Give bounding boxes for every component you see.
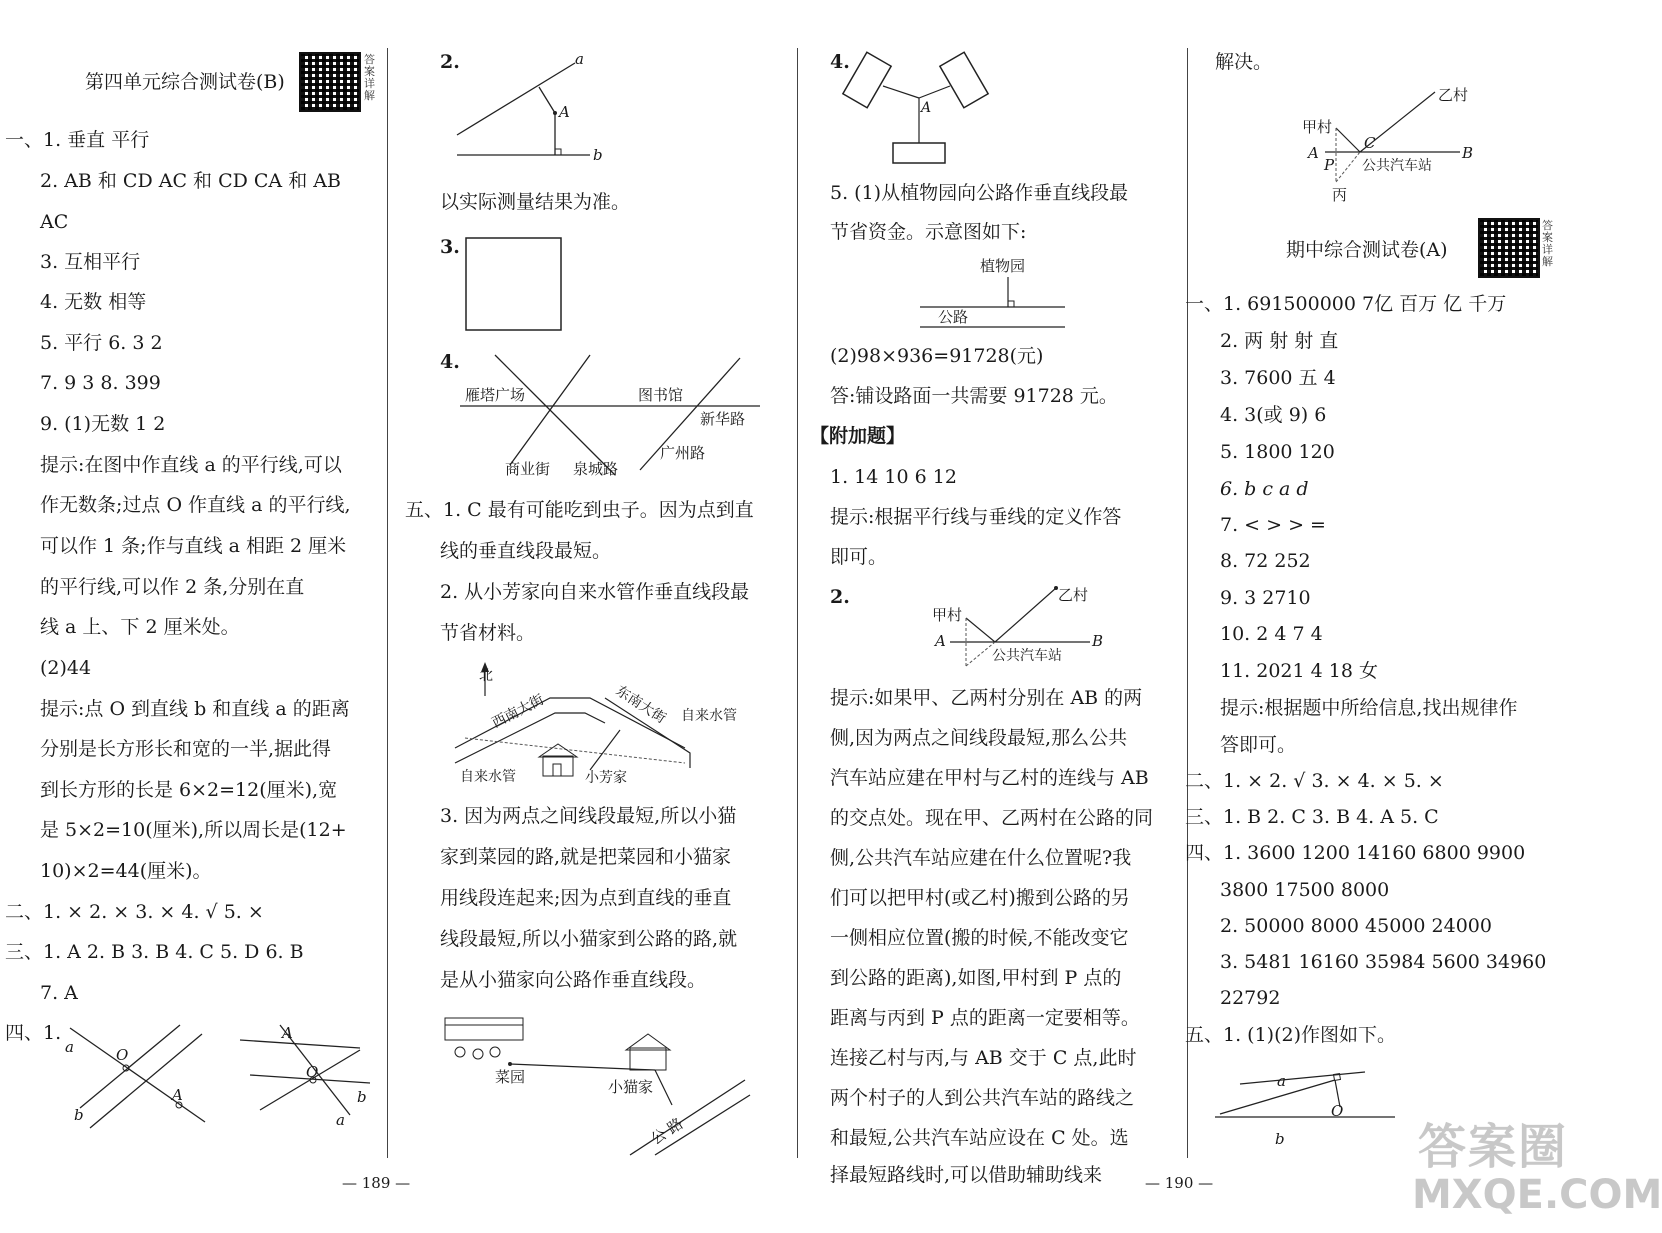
hint-line: 到长方形的长是 6×2=12(厘米),宽 (40, 779, 338, 801)
label-A: A (172, 1086, 183, 1104)
answer-line: 二、1. × 2. √ 3. × 4. × 5. × (1185, 770, 1444, 792)
answer-line: 8. 72 252 (1220, 550, 1311, 572)
hint-line: 提示:根据平行线与垂线的定义作答 (830, 506, 1122, 528)
question-number: 2. (830, 586, 850, 608)
column-divider (387, 48, 388, 1158)
answer-line: 7. A (40, 982, 78, 1004)
hint-line: 连接乙村与丙,与 AB 交于 C 点,此时 (830, 1047, 1137, 1069)
answer-line: 5. 平行 6. 3 2 (40, 332, 163, 354)
question-number: 2. (440, 51, 460, 73)
answer-line: 是从小猫家向公路作垂直线段。 (440, 969, 707, 991)
answer-line: 四、1. (5, 1022, 62, 1044)
answer-line: 家到菜园的路,就是把菜园和小猫家 (440, 846, 732, 868)
label-O: O (116, 1046, 129, 1064)
answer-line: 五、1. (1)(2)作图如下。 (1185, 1024, 1396, 1046)
answer-line: 9. (1)无数 1 2 (40, 413, 166, 435)
label-A: A (1308, 144, 1319, 162)
qr-code (299, 52, 361, 112)
label-yi-village: 乙村 (1058, 586, 1089, 604)
answer-line: 三、1. B 2. C 3. B 4. A 5. C (1185, 806, 1439, 828)
label-road: 公 路 (647, 1114, 687, 1149)
answer-line: 一、1. 691500000 7亿 百万 亿 千万 (1185, 293, 1507, 315)
section-title: 第四单元综合测试卷(B) (85, 71, 285, 93)
answer-line: 9. 3 2710 (1220, 587, 1311, 609)
label-C: C (1364, 134, 1376, 152)
hint-line: 提示:点 O 到直线 b 和直线 a 的距离 (40, 698, 350, 720)
label-shangye-street: 商业街 (505, 460, 551, 478)
answer-line: 22792 (1220, 987, 1281, 1009)
figure-square (465, 237, 565, 332)
hint-line: 侧,公共汽车站应建在什么位置呢?我 (830, 847, 1132, 869)
answer-line: (2)98×936=91728(元) (830, 345, 1044, 367)
label-A: A (559, 103, 570, 121)
hint-line: 提示:如果甲、乙两村分别在 AB 的两 (830, 687, 1143, 709)
hint-line: 作无数条;过点 O 作直线 a 的平行线, (40, 494, 351, 516)
page-number: — 190 — (1145, 1174, 1214, 1192)
hint-line: 的平行线,可以作 2 条,分别在直 (40, 576, 305, 598)
label-botanical-garden: 植物园 (980, 257, 1026, 275)
watermark-url: MXQE.COM (1412, 1172, 1662, 1218)
hint-line: 择最短路线时,可以借助辅助线来 (830, 1164, 1103, 1186)
figure-garden-cat-map (440, 1010, 760, 1155)
hint-line: 线 a 上、下 2 厘米处。 (40, 616, 240, 638)
hint-line: 的交点处。现在甲、乙两村在公路的同 (830, 807, 1154, 829)
hint-line: 提示:根据题中所给信息,找出规律作 (1220, 697, 1518, 719)
label-guangzhou-road: 广州路 (660, 444, 706, 462)
answer-line: 节省资金。示意图如下: (830, 221, 1027, 243)
answer-line: 7. 9 3 8. 399 (40, 372, 161, 394)
question-number: 4. (830, 51, 850, 73)
answer-line: 2. AB 和 CD AC 和 CD CA 和 AB (40, 170, 341, 192)
figure-bus-station-1 (930, 578, 1120, 673)
answer-line: 线段最短,所以小猫家到公路的路,就 (440, 928, 738, 950)
answer-line: 用线段连起来;因为点到直线的垂直 (440, 887, 732, 909)
label-bus-station: 公共汽车站 (1362, 158, 1432, 174)
center-gutter (797, 48, 798, 1158)
figure-water-pipe-map (455, 658, 775, 788)
answer-line: (2)44 (40, 657, 92, 679)
label-yi-village: 乙村 (1438, 86, 1469, 104)
figure-parallel-perpendicular (1215, 1062, 1415, 1157)
hint-line: 10)×2=44(厘米)。 (40, 860, 212, 882)
figure-parallel-lines-right (240, 1020, 380, 1130)
label-quancheng-road: 泉城路 (573, 460, 619, 478)
answer-line: 答:铺设路面一共需要 91728 元。 (830, 385, 1118, 407)
hint-line: 即可。 (830, 546, 888, 568)
label-library: 图书馆 (638, 386, 684, 404)
answer-line: 线的垂直线段最短。 (440, 540, 612, 562)
label-a: a (1277, 1072, 1286, 1090)
answer-line: 五、1. C 最有可能吃到虫子。因为点到直 (405, 499, 754, 521)
label-P: P (1324, 156, 1335, 174)
answer-line: 5. (1)从植物园向公路作垂直线段最 (830, 182, 1129, 204)
label-a: a (65, 1038, 74, 1056)
label-O: O (306, 1063, 319, 1081)
label-O: O (1331, 1102, 1344, 1120)
column-divider (1187, 48, 1188, 1158)
label-north: 北 (479, 668, 493, 684)
label-b: b (357, 1088, 367, 1106)
figure-botanical-garden-road (920, 255, 1080, 335)
answer-line: 节省材料。 (440, 622, 536, 644)
answer-line: 3. 互相平行 (40, 251, 141, 273)
answer-line: 5. 1800 120 (1220, 441, 1335, 463)
figure-angle-perpendicular (455, 50, 615, 165)
answer-line: 10. 2 4 7 4 (1220, 623, 1323, 645)
label-a: a (336, 1111, 345, 1129)
hint-line: 两个村子的人到公共汽车站的路线之 (830, 1087, 1135, 1109)
label-cat-home: 小猫家 (608, 1078, 654, 1096)
answer-line: 以实际测量结果为准。 (440, 191, 631, 213)
label-A: A (921, 100, 932, 116)
label-garden: 菜园 (495, 1068, 526, 1086)
answer-line: 四、1. 3600 1200 14160 6800 9900 (1185, 842, 1526, 864)
label-a: a (575, 50, 584, 68)
hint-line: 是 5×2=10(厘米),所以周长是(12+ (40, 819, 347, 841)
hint-line: 答即可。 (1220, 734, 1297, 756)
label-A: A (282, 1024, 293, 1042)
answer-line: 4. 3(或 9) 6 (1220, 404, 1327, 426)
label-B: B (1092, 632, 1104, 650)
hint-line: 距离与丙到 P 点的距离一定要相等。 (830, 1007, 1140, 1029)
label-B: B (1462, 144, 1474, 162)
label-yanta-square: 雁塔广场 (465, 386, 526, 404)
answer-line: 三、1. A 2. B 3. B 4. C 5. D 6. B (5, 941, 304, 963)
question-number: 4. (440, 351, 460, 373)
section-title: 期中综合测试卷(A) (1286, 239, 1448, 261)
answer-line: 6. b c a d (1220, 478, 1309, 500)
hint-line: 可以作 1 条;作与直线 a 相距 2 厘米 (40, 535, 347, 557)
qr-label: 答案详解 (1542, 219, 1553, 268)
answer-line: 1. 14 10 6 12 (830, 466, 957, 488)
hint-line: 汽车站应建在甲村与乙村的连线与 AB (830, 767, 1149, 789)
answer-line: 4. 无数 相等 (40, 291, 147, 313)
answer-line: 二、1. × 2. × 3. × 4. √ 5. × (5, 901, 264, 923)
answer-line: 2. 50000 8000 45000 24000 (1220, 915, 1492, 937)
figure-street-map (460, 350, 780, 490)
label-jia-village: 甲村 (1302, 118, 1333, 136)
section-heading: 【附加题】 (810, 425, 906, 447)
label-xinhua-road: 新华路 (700, 410, 746, 428)
label-xinan-street: 西南大街 (489, 691, 547, 732)
label-b: b (74, 1106, 84, 1124)
label-dongnan-street: 东南大街 (612, 682, 669, 727)
label-bus-station: 公共汽车站 (992, 648, 1062, 664)
label-xiaofang-home: 小芳家 (585, 770, 627, 786)
label-b: b (593, 146, 603, 164)
hint-line: 提示:在图中作直线 a 的平行线,可以 (40, 454, 342, 476)
answer-line: 3800 17500 8000 (1220, 879, 1390, 901)
answer-line: 2. 从小芳家向自来水管作垂直线段最 (440, 581, 750, 603)
question-number: 3. (440, 236, 460, 258)
answer-line: 一、1. 垂直 平行 (5, 129, 150, 151)
label-water-pipe: 自来水管 (681, 708, 737, 724)
hint-line: 和最短,公共汽车站应设在 C 处。选 (830, 1127, 1129, 1149)
label-water-pipe-2: 自来水管 (460, 769, 516, 785)
page-number: — 189 — (342, 1174, 411, 1192)
hint-line: 分别是长方形长和宽的一半,据此得 (40, 738, 332, 760)
label-A: A (935, 632, 946, 650)
answer-line: AC (40, 211, 69, 233)
label-b: b (1275, 1130, 1285, 1148)
hint-line: 到公路的距离),如图,甲村到 P 点的 (830, 967, 1122, 989)
watermark-logo: 答案圈 (1418, 1119, 1569, 1175)
answer-line: 3. 5481 16160 35984 5600 34960 (1220, 951, 1547, 973)
answer-line: 2. 两 射 射 直 (1220, 330, 1339, 352)
hint-line: 侧,因为两点之间线段最短,那么公共 (830, 727, 1128, 749)
hint-line: 们可以把甲村(或乙村)搬到公路的另 (830, 887, 1130, 909)
answer-line: 11. 2021 4 18 女 (1220, 660, 1378, 682)
answer-line: 7. < > > = (1220, 514, 1326, 536)
figure-bus-station-2 (1300, 82, 1500, 207)
figure-three-lamps (855, 48, 995, 168)
label-bing: 丙 (1332, 186, 1348, 204)
answer-line: 3. 7600 五 4 (1220, 367, 1336, 389)
hint-line: 一侧相应位置(搬的时候,不能改变它 (830, 927, 1129, 949)
label-jia-village: 甲村 (932, 606, 963, 624)
label-road: 公路 (938, 308, 969, 326)
figure-parallel-lines-left (60, 1020, 210, 1130)
answer-line: 解决。 (1215, 51, 1273, 73)
answer-line: 3. 因为两点之间线段最短,所以小猫 (440, 805, 737, 827)
qr-code (1478, 218, 1540, 278)
qr-label: 答案详解 (364, 53, 375, 102)
